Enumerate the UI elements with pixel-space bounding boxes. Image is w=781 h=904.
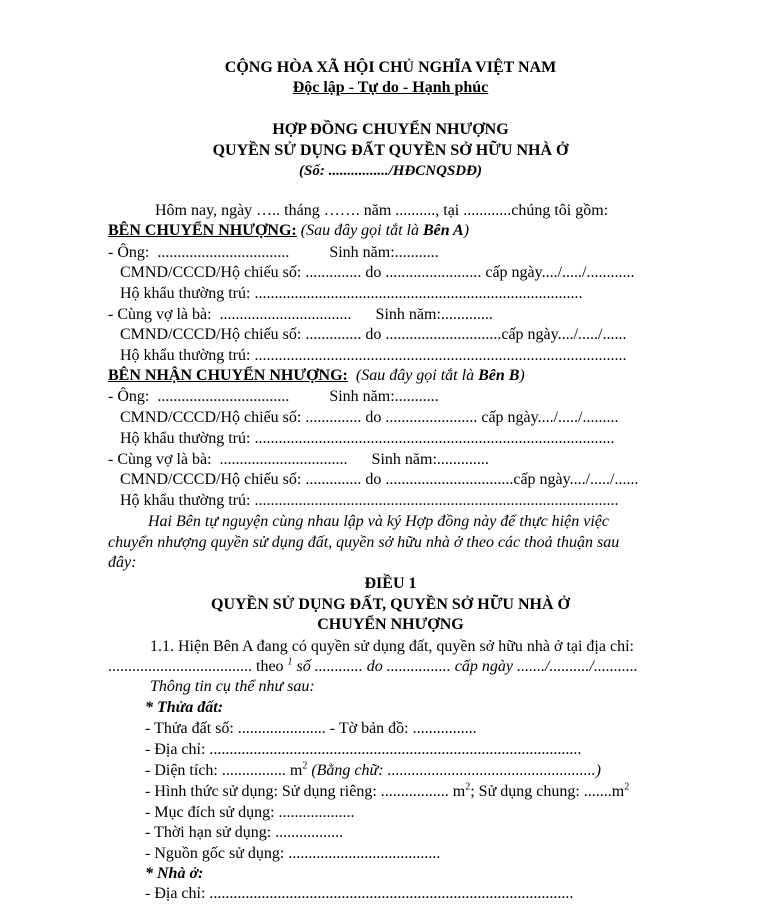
party-b-note-prefix: (Sau đây gọi tắt là (347, 367, 479, 384)
clause-1-1-line1: 1.1. Hiện Bên A đang có quyền sử dụng đất, quyền sở hữu nhà ở tại địa chỉ: (150, 638, 634, 655)
land-use-shared: ; Sử dụng chung: .......m (470, 783, 625, 800)
party-b-note-name: Bên B (478, 367, 520, 384)
house-address: - Địa chỉ: ........................................................................................... (145, 885, 574, 902)
party-b-heading-line (108, 366, 525, 386)
party-a-note-prefix: (Sau đây gọi tắt là (296, 222, 423, 239)
motto-text: Độc lập - Tự do - Hạnh phúc (292, 79, 489, 96)
party-a-line-4: - Cùng vợ là bà: ................................. Sinh năm:............. (108, 306, 493, 323)
agreement-line-2: chuyển nhượng quyền sử dụng đất, quyền sở hữu nhà ở theo các thoả thuận sau (108, 534, 620, 551)
land-use-sup-1: 2 (465, 781, 471, 793)
party-a-heading: BÊN CHUYỂN NHƯỢNG: (108, 222, 297, 239)
land-area (145, 761, 601, 781)
party-b-note-suffix: ) (519, 367, 525, 384)
contract-number: (Số: ................/HĐCNQSDĐ) (299, 163, 482, 179)
land-address: - Địa chỉ: ............................................................................................. (145, 741, 582, 758)
land-parcel: - Thửa đất số: ...................... - Tờ bản đồ: ................ (145, 720, 477, 737)
clause-1-1-address: .................................... theo (108, 658, 288, 675)
clause-1-1-line2 (108, 657, 638, 677)
footnote-ref: 1 (287, 656, 293, 668)
article-1-title-line1: QUYỀN SỬ DỤNG ĐẤT, QUYỀN SỞ HỮU NHÀ Ở (211, 596, 570, 613)
party-a-note-name: Bên A (422, 222, 464, 239)
party-b-line-5: CMND/CCCD/Hộ chiếu số: .............. do ................................cấp ngày..../...../...... (108, 471, 639, 488)
land-area-unit-sup: 2 (302, 760, 308, 772)
party-a-line-3: Hộ khẩu thường trú: .................................................................................. (108, 285, 583, 302)
party-b-line-2: CMND/CCCD/Hộ chiếu số: .............. do ....................... cấp ngày..../...../......... (108, 409, 619, 426)
article-1-title-line2: CHUYỂN NHƯỢNG (317, 616, 464, 633)
party-a-line-2: CMND/CCCD/Hộ chiếu số: .............. do ........................ cấp ngày..../...../............ (108, 264, 635, 281)
clause-1-1-certificate: số ............ do ................ cấp ngày ......./........../........... (292, 658, 638, 675)
party-a-note-suffix: ) (463, 222, 470, 239)
land-origin: - Nguồn gốc sử dụng: ...................................... (145, 845, 441, 862)
party-a-line-5: CMND/CCCD/Hộ chiếu số: .............. do .............................cấp ngày..../...../...... (108, 326, 627, 343)
contract-title-line1: HỢP ĐỒNG CHUYỂN NHƯỢNG (272, 121, 509, 138)
land-area-words: (Bằng chữ: ....................................................) (307, 762, 601, 779)
details-intro: Thông tin cụ thể như sau: (150, 678, 315, 695)
land-heading: * Thửa đất: (145, 699, 224, 716)
party-b-line-1: - Ông: ................................. Sinh năm:........... (108, 388, 439, 405)
party-a-line-6: Hộ khẩu thường trú: ............................................................................................. (108, 347, 627, 364)
party-a-line-1: - Ông: ................................. Sinh năm:........... (108, 244, 439, 261)
article-1-label: ĐIỀU 1 (364, 575, 417, 592)
agreement-line-3: đây: (108, 554, 137, 571)
contract-title-line2: QUYỀN SỬ DỤNG ĐẤT QUYỀN SỞ HỮU NHÀ Ở (212, 142, 569, 159)
land-term: - Thời hạn sử dụng: ................. (145, 824, 344, 841)
party-b-line-3: Hộ khẩu thường trú: .......................................................................................... (108, 430, 615, 447)
party-b-heading: BÊN NHẬN CHUYỂN NHƯỢNG: (108, 367, 348, 384)
house-heading: * Nhà ở: (145, 865, 204, 882)
intro-text: Hôm nay, ngày ….. tháng ……. năm .........., tại ............chúng tôi gồm: (155, 202, 609, 219)
party-b-line-6: Hộ khẩu thường trú: ........................................................................................... (108, 492, 619, 509)
land-use-form (145, 782, 629, 802)
nation-heading: CỘNG HÒA XÃ HỘI CHỦ NGHĨA VIỆT NAM (224, 59, 557, 76)
land-area-value: - Diện tích: ................ m (145, 762, 303, 779)
party-a-heading-line (108, 221, 469, 241)
motto (0, 78, 781, 98)
party-b-line-4: - Cùng vợ là bà: ................................ Sinh năm:............. (108, 451, 489, 468)
land-use-sup-2: 2 (624, 781, 630, 793)
agreement-line-1: Hai Bên tự nguyện cùng nhau lập và ký Hợp đồng này để thực hiện việc (108, 513, 609, 530)
land-purpose: - Mục đích sử dụng: ................... (145, 804, 355, 821)
land-use-private: - Hình thức sử dụng: Sử dụng riêng: ................. m (145, 783, 466, 800)
